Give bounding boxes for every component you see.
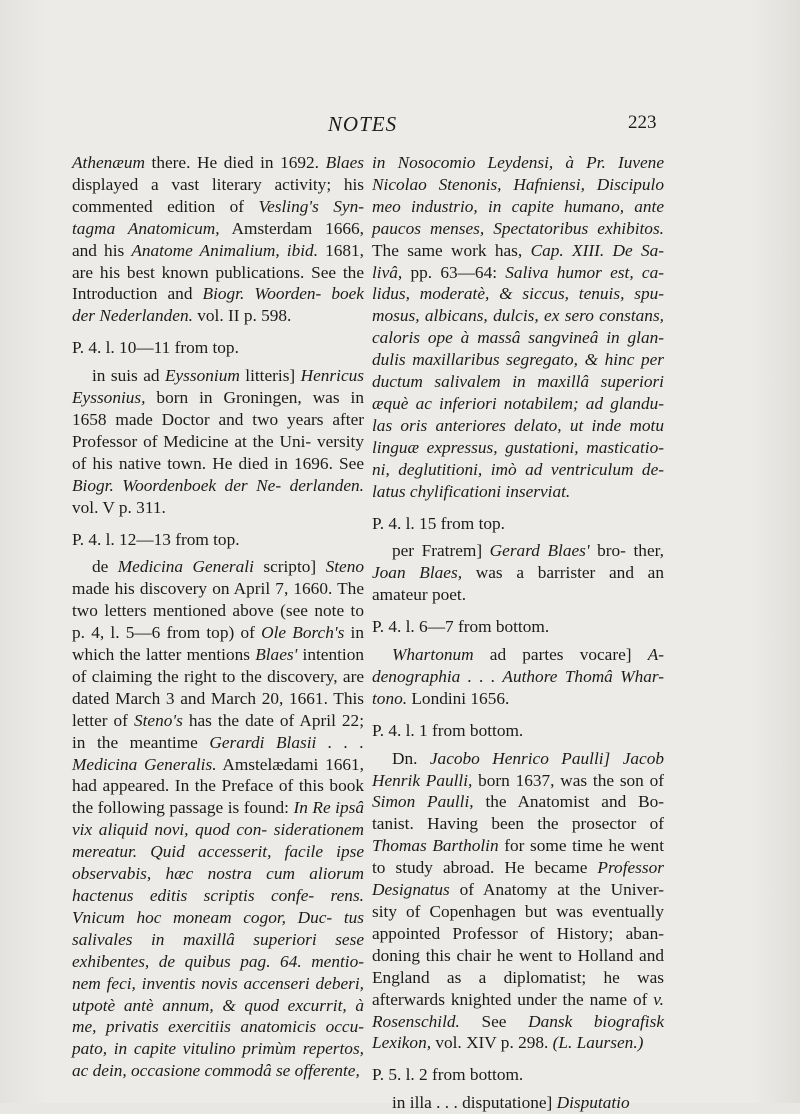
note-paragraph: Athenæum there. He died in 1692. Blaes displayed a vast literary activity; his commented edition of Vesling's Syn- tagma Anatomicum, Amsterdam 1666, and his Anatome Animalium, ibid. 1681, are his best known publications. See the Introduction and Biogr. Woorden- boek der Nederlanden. vol. II p. 598. — [72, 153, 364, 326]
note-paragraph: in Nosocomio Leydensi, à Pr. Iuvene Nicolao Stenonis, Hafniensi, Discipulo meo industrio, in capite humano, ante paucos menses, Spectatoribus exhibitos. The same work has, Cap. XIII. De Sa- livâ, pp. 63—64: Saliva humor est, ca- lidus, moderatè, & siccus, tenuis, spu- mosus, albicans, dulcis, ex sero constans, caloris ope à massâ sangvineâ in glan- dulis maxillaribus segregato, & hinc per ductum salivalem in maxillâ superiori æquè ac inferiori notabilem; ad glandu- las oris anteriores delato, ut inde motu linguæ expressus, gustationi, masticatio- ni, deglutitioni, imò ad ventriculum de- latus chylificationi inserviat. — [372, 153, 664, 501]
note-reference: P. 4. l. 6—7 from bottom. — [372, 617, 550, 637]
note-paragraph: Whartonum ad partes vocare] A- denographia . . . Authore Thomâ Whar- tono. Londini 1656. — [372, 645, 664, 708]
note-paragraph: per Fratrem] Gerard Blaes' bro- ther, Joan Blaes, was a barrister and an amateur poet. — [372, 541, 664, 605]
right-column — [372, 152, 664, 1114]
note-paragraph: in suis ad Eyssonium litteris] Henricus Eyssonius, born in Groningen, was in 1658 made Doctor and two years after Professor of Medicine at the Uni- versity of his native town. He died in 1696. See Biogr. Woordenboek der Ne- derlanden. vol. V p. 311. — [72, 366, 364, 517]
note-reference: P. 4. l. 12—13 from top. — [72, 529, 240, 549]
note-paragraph: Dn. Jacobo Henrico Paulli] Jacob Henrik Paulli, born 1637, was the son of Simon Paulli, the Anatomist and Bo- tanist. Having been the prosector of Thomas Bartholin for some time he went to study abroad. He became Professor Designatus of Anatomy at the Univer- sity of Copenhagen but was eventually appointed Professor of History; aban- doning this chair he went to Holland and England as a diplomatist; he was afterwards knighted under the name of v. Rosenschild. See Dansk biografisk Lexikon, vol. XIV p. 298. (L. Laursen.) — [372, 748, 665, 1053]
note-paragraph: de Medicina Generali scripto] Steno made his discovery on April 7, 1660. The two letters mentioned above (see note to p. 4, l. 5—6 from top) of Ole Borch's in which the latter mentions Blaes' intention of claiming the right to the discovery, are dated March 3 and March 20, 1661. This letter of Steno's has the date of April 22; in the meantime Gerardi Blasii . . . Medicina Generalis. Amstelædami 1661, had appeared. In the Preface of this book the following passage is found: In Re ipsâ vix aliquid novi, quod con- siderationem mereatur. Quid accesserit, facile ipse observabis, hæc nostra cum aliorum hactenus editis scriptis confe- rens. Vnicum hoc moneam cogor, Duc- tus salivales in maxillâ superiori sese exhibentes, de quibus pag. 64. mentio- nem feci, inventis novis accenseri deberi, utpotè antè annum, & quod excurrit, à me, privatis exercitiis anatomicis occu- pato, in capite vitulino primùm repertos, ac dein, occasione commodâ se offerente, — [72, 557, 364, 1081]
note-paragraph: in illa . . . disputatione] Disputatio — [392, 1093, 630, 1113]
note-reference: P. 4. l. 10—11 from top. — [72, 338, 239, 358]
running-title: NOTES — [327, 112, 398, 136]
left-column — [72, 152, 364, 1082]
page-number: 223 — [628, 112, 657, 133]
note-reference: P. 4. l. 1 from bottom. — [372, 720, 524, 740]
note-reference: P. 4. l. 15 from top. — [372, 513, 505, 533]
note-reference: P. 5. l. 2 from bottom. — [372, 1065, 524, 1085]
